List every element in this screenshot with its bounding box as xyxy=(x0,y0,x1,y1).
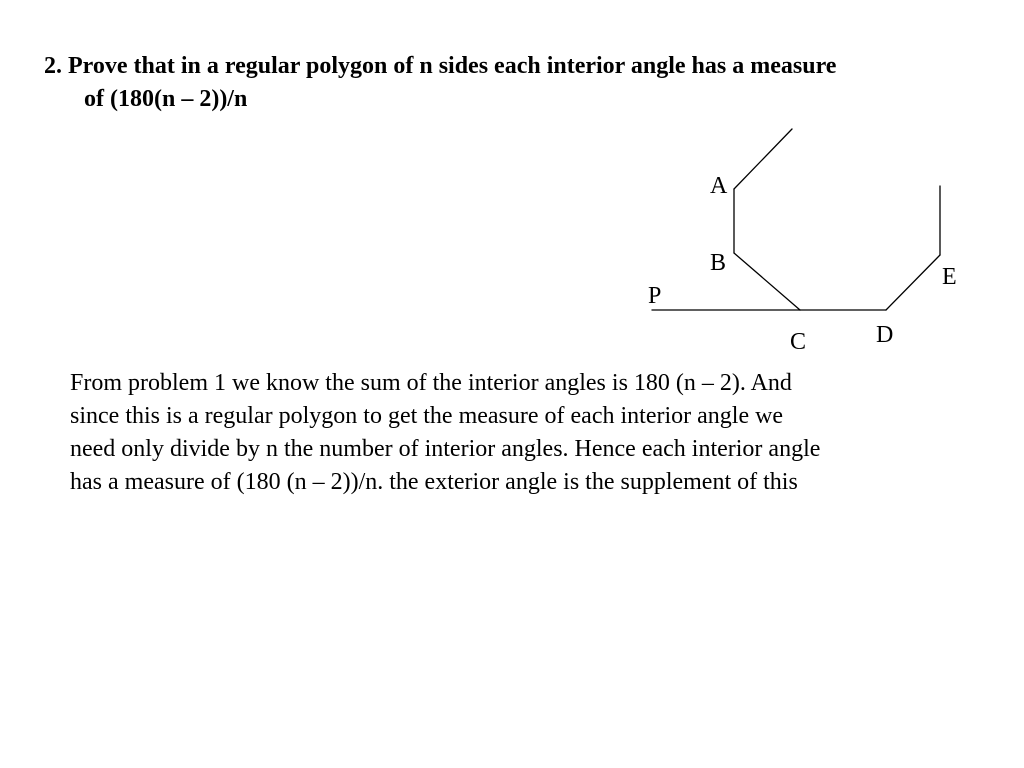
proof-line-4: has a measure of (180 (n – 2))/n. the exterior angle is the supplement of this xyxy=(70,469,798,495)
label-c: C xyxy=(790,329,807,355)
proof-text xyxy=(70,367,1000,499)
proof-line-3: need only divide by n the number of interior angles. Hence each interior angle xyxy=(70,436,821,462)
label-e: E xyxy=(942,264,957,290)
label-p: P xyxy=(648,283,662,309)
label-a: A xyxy=(710,173,728,199)
label-d: D xyxy=(876,322,894,348)
proof-line-2: since this is a regular polygon to get the measure of each interior angle we xyxy=(70,403,784,429)
proof-line-1: From problem 1 we know the sum of the interior angles is 180 (n – 2). And xyxy=(70,370,792,396)
ray-above-a xyxy=(734,129,792,189)
problem-line-2: of (180(n – 2))/n xyxy=(84,86,248,112)
side-bc xyxy=(734,253,800,310)
problem-line-1: 2. Prove that in a regular polygon of n sides each interior angle has a measure xyxy=(44,53,837,79)
side-de xyxy=(886,255,940,310)
label-b: B xyxy=(710,250,727,276)
